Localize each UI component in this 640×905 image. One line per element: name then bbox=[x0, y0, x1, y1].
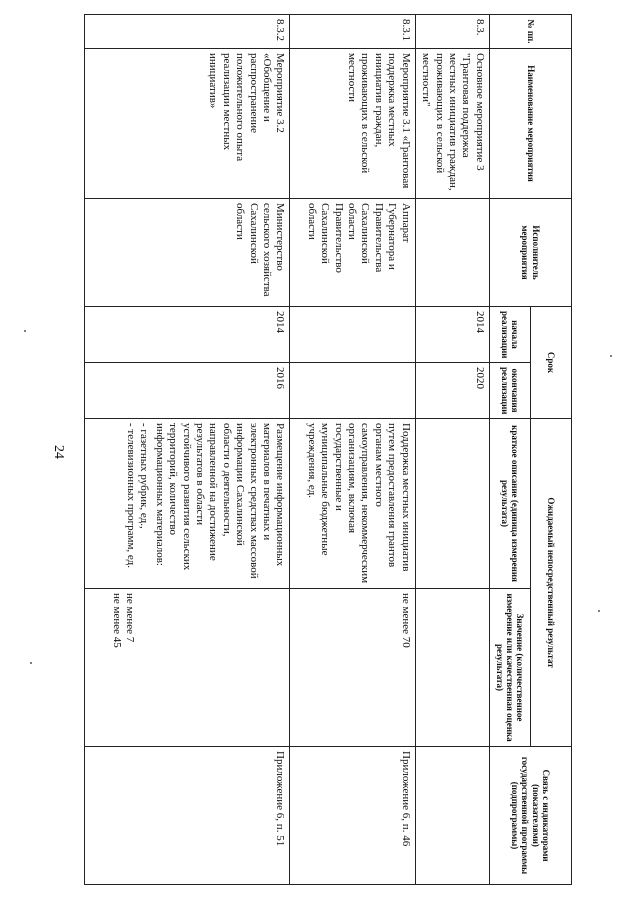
cell-desc bbox=[85, 419, 290, 589]
cell-no: 8.3. bbox=[415, 15, 489, 49]
header-term-start: начала реализации bbox=[489, 307, 530, 363]
desc-item-rubrics: - газетных рубрик, ед., bbox=[138, 423, 151, 529]
cell-no: 8.3.2 bbox=[85, 15, 290, 49]
cell-name: Основное мероприятие 3 "Грантовая поддержка местных инициатив граждан, проживающих в сельской местности" bbox=[415, 49, 489, 199]
header-name: Наименование мероприятия bbox=[489, 49, 571, 199]
page-number: 24 bbox=[51, 445, 66, 459]
rotated-table-wrapper bbox=[84, 14, 572, 884]
value-item-rubrics: не менее 7 bbox=[124, 593, 137, 643]
header-term: Срок bbox=[530, 307, 571, 419]
cell-start: 2014 bbox=[85, 307, 290, 363]
cell-end: 2016 bbox=[85, 363, 290, 419]
cell-name: Мероприятие 3.2 «Обобщение и распространение положительного опыта реализации местных инициатив» bbox=[85, 49, 290, 199]
cell-link: Приложение 6, п. 46 bbox=[290, 747, 415, 885]
table-row bbox=[85, 15, 290, 885]
header-result: Ожидаемый непосредственный результат bbox=[530, 419, 571, 747]
header-result-desc: краткое описание (единица измерения результата) bbox=[489, 419, 530, 589]
cell-executor: Аппарат Губернатора и Правительства Сахалинской области Правительство Сахалинской области bbox=[290, 199, 415, 307]
cell-value: не менее 70 bbox=[290, 589, 415, 747]
scan-speck bbox=[30, 662, 32, 664]
cell-start bbox=[290, 307, 415, 363]
cell-executor: Министерство сельского хозяйства Сахалинской области bbox=[85, 199, 290, 307]
cell-link bbox=[415, 747, 489, 885]
cell-link: Приложение 6, п. 51 bbox=[85, 747, 290, 885]
header-executor: Исполнитель мероприятия bbox=[489, 199, 571, 307]
scan-speck bbox=[598, 610, 600, 612]
activities-table bbox=[84, 14, 572, 885]
cell-no: 8.3.1 bbox=[290, 15, 415, 49]
header-link: Связь с индикаторами (показателями) государственной программы (подпрограммы) bbox=[489, 747, 571, 885]
header-result-value: Значение (количественное измерение или качественная оценка результата) bbox=[489, 589, 530, 747]
cell-name: Мероприятие 3.1 «Грантовая поддержка местных инициатив граждан, проживающих в сельской местности bbox=[290, 49, 415, 199]
desc-main: Размещение информационных материалов в печатных и электронных средствах массовой информации Сахалинской области о деятельности, направленной на достижение результатов в области устойчивого развития сельских территорий, количество информационных материалов: bbox=[153, 423, 287, 579]
cell-end: 2020 bbox=[415, 363, 489, 419]
cell-executor bbox=[415, 199, 489, 307]
table-row bbox=[415, 15, 489, 885]
cell-desc: Поддержка местных инициатив путем предоставления грантов органам местного самоуправления, некоммерческим организациям, включая государственные и муниципальные бюджетные учреждения, ед. bbox=[290, 419, 415, 589]
cell-end bbox=[290, 363, 415, 419]
cell-start: 2014 bbox=[415, 307, 489, 363]
cell-value bbox=[85, 589, 290, 747]
desc-item-tv: - телевизионных программ, ед. bbox=[124, 423, 137, 569]
scan-speck bbox=[24, 330, 26, 332]
document-sheet bbox=[84, 14, 572, 884]
scan-speck bbox=[610, 355, 612, 357]
header-term-end: окончания реализации bbox=[489, 363, 530, 419]
header-no: № пп. bbox=[489, 15, 571, 49]
cell-value bbox=[415, 589, 489, 747]
header-row-1 bbox=[530, 15, 571, 885]
cell-desc bbox=[415, 419, 489, 589]
value-item-tv: не менее 45 bbox=[111, 593, 124, 648]
table-row bbox=[290, 15, 415, 885]
